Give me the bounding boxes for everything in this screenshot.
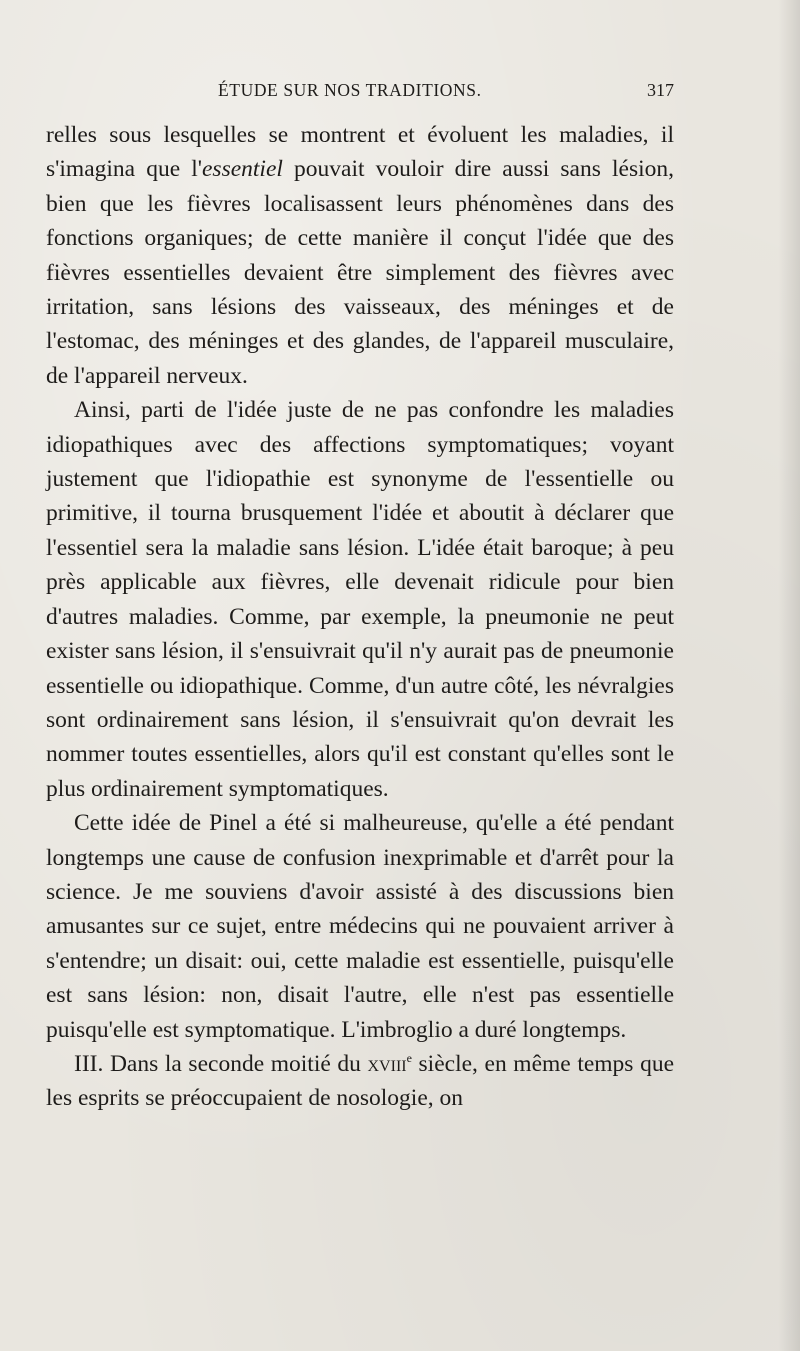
page-number: 317: [647, 80, 674, 100]
paragraph: Ainsi, parti de l'idée juste de ne pas confondre les maladies idiopathiques avec des affections symptomatiques; voyant justement que l'idiopathie est synonyme de l'essentielle ou primitive, il tourna brusquement l'idée et aboutit à déclarer que l'essentiel sera la maladie sans lésion. L'idée était baroque; à peu près applicable aux fièvres, elle devenait ridicule pour bien d'autres maladies. Comme, par exemple, la pneumonie ne peut exister sans lésion, il s'ensuivrait qu'il n'y aurait pas de pneumonie essentielle ou idiopathique. Comme, d'un autre côté, les névralgies sont ordinairement sans lésion, il s'ensuivrait qu'on devrait les nommer toutes essentielles, alors qu'il est constant qu'elles sont le plus ordinairement symptomatiques.: [46, 397, 674, 802]
page-edge-shadow: [778, 0, 800, 1351]
paragraph-text: pouvait vouloir dire aussi sans lésion, bien que les fièvres localisassent leurs phénomènes dans des fonctions organiques; de cette manière il conçut l'idée que des fièvres essentielles devaient être simplement des fièvres avec irritation, sans lésions des vaisseaux, des méninges et de l'estomac, des méninges et des glandes, de l'appareil musculaire, de l'appareil nerveux.: [46, 156, 674, 389]
century-numeral: xviii: [367, 1050, 407, 1077]
paragraph-text: siècle, en même temps que les esprits se préoccupaient de nosologie, on: [46, 1050, 674, 1112]
page-header: [218, 80, 674, 106]
paragraph-text: relles sous lesquelles se montrent et évoluent les maladies, il s'imagina que l': [46, 122, 674, 183]
paragraph: [46, 118, 674, 393]
running-title: ÉTUDE SUR NOS TRADITIONS.: [218, 80, 482, 100]
century-superscript: e: [406, 1051, 412, 1066]
paragraph: Cette idée de Pinel a été si malheureuse, qu'elle a été pendant longtemps une cause de confusion inexprimable et d'arrêt pour la science. Je me souviens d'avoir assisté à des discussions bien amusantes sur ce sujet, entre médecins qui ne pouvaient arriver à s'entendre; un disait: oui, cette maladie est essentielle, puisqu'elle est sans lésion: non, disait l'autre, elle n'est pas essentielle puisqu'elle est symptomatique. L'imbroglio a duré longtemps.: [46, 810, 674, 1043]
emphasized-term: essentiel: [202, 156, 283, 183]
body-text: [46, 118, 674, 1116]
paragraph: [46, 1047, 674, 1116]
paragraph-text: III. Dans la seconde moitié du: [74, 1050, 368, 1077]
